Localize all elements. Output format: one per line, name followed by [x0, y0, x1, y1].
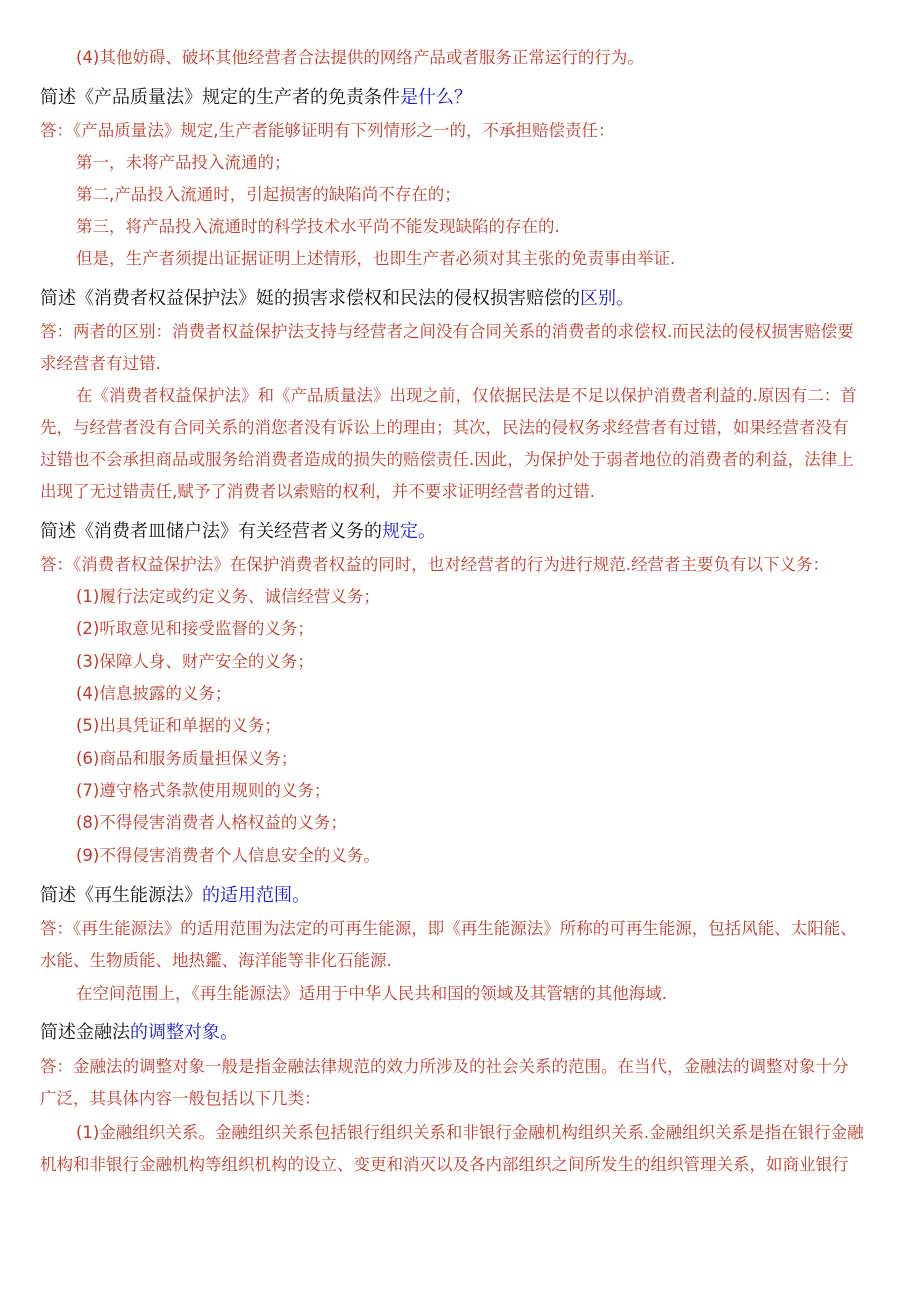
question-text: 简述《消费者皿储户法》有关经营者义务的 — [40, 521, 382, 542]
answer-line: 但是，生产者须提出证据证明上述情形，也即生产者必须对其主张的免责事由举证. — [76, 249, 676, 268]
answer-line: 水能、生物质能、地热鑑、海洋能等非化石能源. — [40, 951, 392, 970]
answer-line: 第一，未将产品投入流通的； — [76, 153, 291, 172]
list-item: (7)遵守格式条款使用规则的义务； — [76, 781, 331, 800]
question-text: 简述《再生能源法》 — [40, 885, 202, 906]
paragraph-line: (4)其他妨碍、破坏其他经营者合法提供的网络产品或者服务正常运行的行为。 — [76, 48, 644, 67]
list-item: (5)出具凭证和单据的义务； — [76, 716, 281, 735]
answer-line: 广泛，其具体内容一般包括以下几类： — [40, 1089, 321, 1108]
answer-line: 求经营者有过错. — [40, 354, 161, 373]
answer-line: 答：《再生能源法》的适用范围为法定的可再生能源，即《再生能源法》所称的可再生能源，包括风能、太阳能、 — [40, 919, 857, 938]
question-heading — [40, 1020, 238, 1046]
answer-line: 答：两者的区别：消费者权益保护法支持与经营者之间没有合同关系的消费者的求偿权.而民法的侵权损害赔偿要 — [40, 322, 854, 341]
answer-line: 第三，将产品投入流通时的科学技术水平尚不能发现缺陷的存在的. — [76, 217, 560, 236]
list-item: (4)信息披露的义务； — [76, 684, 232, 703]
question-text: 简述《产品质量法》规定的生产者的免责条件 — [40, 87, 400, 108]
list-item: (2)听取意见和接受监督的义务； — [76, 619, 314, 638]
list-item: (6)商品和服务质量担保义务； — [76, 749, 298, 768]
list-item: (8)不得侵害消费者人格权益的义务； — [76, 813, 347, 832]
question-highlight: 的调整对象。 — [130, 1022, 238, 1043]
answer-line: 过错也不会承担商品或服务给消费者造成的损失的赔偿责任.因此，为保护处于弱者地位的消费者的利益，法律上 — [40, 450, 854, 469]
answer-line: 第二,产品投入流通时，引起损害的缺陷尚不存在的； — [76, 185, 461, 204]
answer-line: 答：《消费者权益保护法》在保护消费者权益的同时，也对经营者的行为进行规范.经营者主要负有以下义务： — [40, 555, 829, 574]
question-highlight: 的适用范围。 — [202, 885, 310, 906]
question-highlight: 区别。 — [580, 288, 634, 309]
answer-line: 出现了无过错责任,赋予了消费者以索赔的权利，并不要求证明经营者的过错. — [40, 482, 595, 501]
answer-line: 在《消费者权益保护法》和《产品质量法》出现之前，仅依据民法是不足以保护消费者利益的.原因有二：首 — [76, 386, 857, 405]
list-item: (3)保障人身、财产安全的义务； — [76, 652, 314, 671]
answer-line: 先，与经营者没有合同关系的消您者没有诉讼上的理由；其次，民法的侵权务求经营者有过错，如果经营者没有 — [40, 418, 849, 437]
answer-line: 答：金融法的调整对象一般是指金融法律规范的效力所涉及的社会关系的范围。在当代，金融法的调整对象十分 — [40, 1057, 849, 1076]
answer-line: 答：《产品质量法》规定,生产者能够证明有下列情形之一的，不承担赔偿责任： — [40, 121, 615, 140]
answer-line: (1)金融组织关系。金融组织关系包括银行组织关系和非银行金融机构组织关系.金融组织关系是指在银行金融 — [76, 1123, 864, 1142]
question-highlight: 是什么？ — [400, 87, 472, 108]
question-heading — [40, 286, 634, 312]
question-text: 简述《消费者权益保护法》娗的损害求偿权和民法的侵权损害赔偿的 — [40, 288, 580, 309]
list-item: (9)不得侵害消费者个人信息安全的义务。 — [76, 846, 380, 865]
question-text: 简述金融法 — [40, 1022, 130, 1043]
question-highlight: 规定。 — [382, 521, 436, 542]
question-heading — [40, 883, 310, 909]
question-heading — [40, 519, 436, 545]
question-heading — [40, 85, 472, 111]
answer-line: 在空间范围上，《再生能源法》适用于中华人民共和国的领域及其管辖的其他海域. — [76, 984, 667, 1003]
list-item: (1)履行法定或约定义务、诚信经营义务； — [76, 587, 380, 606]
answer-line: 机构和非银行金融机构等组织机构的设立、变更和消灭以及各内部组织之间所发生的组织管理关系，如商业银行 — [40, 1155, 849, 1174]
